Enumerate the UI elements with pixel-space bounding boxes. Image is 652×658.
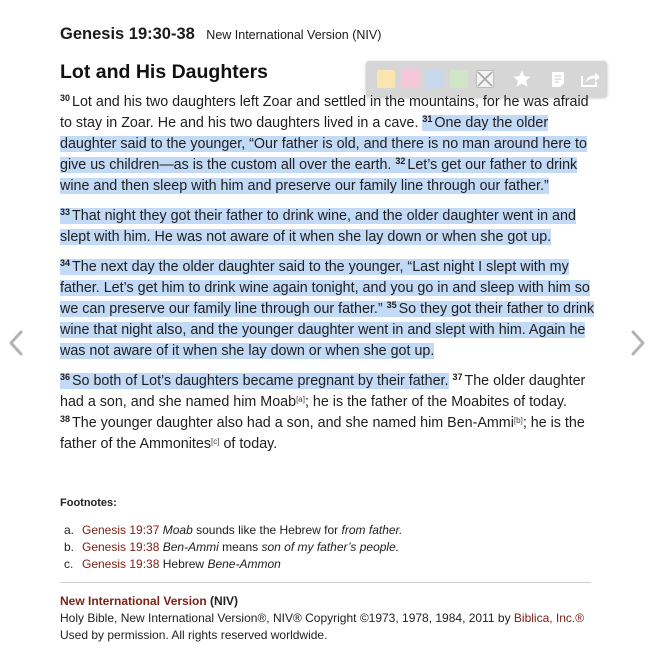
footnote-letter: a. [64, 523, 75, 537]
publisher-link[interactable]: Biblica, Inc.® [513, 611, 585, 625]
highlight-pink-swatch[interactable] [401, 70, 419, 88]
footnote-text: means [222, 540, 259, 554]
footnote-term: son of my father’s people. [261, 540, 400, 554]
footnote-marker[interactable]: [b] [513, 416, 523, 425]
verse-text[interactable]: The next day the older daughter said to the younger, “Last night I slept with my father. Let’s get him to drink wine again tonight, and you go in and sleep with him so we can preserve our family line through our father.” [60, 259, 590, 317]
highlight-yellow-swatch[interactable] [377, 70, 395, 88]
footnote-term: Bene-Ammon [207, 557, 281, 571]
footnote-marker[interactable]: [a] [296, 395, 305, 404]
verse-number: 33 [60, 207, 71, 217]
note-icon[interactable] [547, 68, 569, 90]
verse-text[interactable]: Let’s get our father to drink wine and then sleep with him and preserve our family line through our father.” [60, 157, 578, 194]
footnote-item [60, 539, 402, 556]
divider [60, 582, 591, 583]
footnote-reference-link[interactable]: Genesis 19:37 [82, 523, 160, 537]
verse-number: 31 [422, 114, 433, 124]
footnotes-title: Footnotes: [60, 497, 117, 509]
highlight-blue-swatch[interactable] [425, 70, 443, 88]
footnote-reference-link[interactable]: Genesis 19:38 [82, 540, 160, 554]
footnote-reference-link[interactable]: Genesis 19:38 [82, 557, 160, 571]
verse-number: 37 [452, 372, 463, 382]
footnote-item [60, 556, 402, 573]
verse-text[interactable]: That night they got their father to drink wine, and the older daughter went in and slept with him. He was not aware of it when she lay down or when she got up. [60, 208, 576, 245]
verse-text[interactable]: The older daughter had a son, and she named him Moab [60, 373, 586, 410]
verse-text[interactable]: ; he is the father of the Moabites of today. [304, 394, 567, 410]
verse-number: 38 [60, 414, 71, 424]
footnote-letter: b. [64, 540, 75, 554]
verse-text[interactable]: of today. [223, 436, 278, 452]
section-heading: Lot and His Daughters [60, 61, 269, 83]
verse-number: 35 [386, 300, 397, 310]
passage-reference: Genesis 19:30-38 [60, 25, 195, 43]
passage-text [60, 92, 595, 464]
paragraph [60, 371, 595, 455]
copyright-notice [60, 593, 595, 644]
paragraph [60, 92, 595, 197]
star-icon[interactable] [511, 68, 533, 90]
footnote-term: Moab [162, 523, 193, 537]
highlighted-selection[interactable] [60, 259, 594, 359]
verse-number: 30 [60, 93, 71, 103]
verse-text[interactable]: So they got their father to drink wine that night also, and the younger daughter went in and slept with him. Again he was not aware of it when she lay down or when she got up. [60, 301, 595, 359]
verse-text[interactable]: One day the older daughter said to the younger, “Our father is old, and there is no man around here to give us children—as is the custom all over the earth. [60, 115, 587, 173]
version-label[interactable]: New International Version (NIV) [206, 28, 382, 42]
verse-text[interactable]: So both of Lot’s daughters became pregnant by their father. [72, 373, 449, 389]
version-abbreviation: (NIV) [210, 594, 239, 608]
footnotes-list [60, 522, 402, 573]
footnote-item [60, 522, 402, 539]
verse-number: 32 [395, 156, 406, 166]
share-icon[interactable] [579, 68, 601, 90]
clear-highlight-icon[interactable] [474, 68, 496, 90]
version-name-link[interactable]: New International Version [60, 594, 207, 608]
verse-text[interactable]: ; he is the father of the Ammonites [60, 415, 585, 452]
footnote-text: Hebrew [162, 557, 205, 571]
next-chapter-arrow-icon[interactable] [628, 328, 648, 358]
footnote-text: sounds like the Hebrew for [196, 523, 339, 537]
previous-chapter-arrow-icon[interactable] [6, 328, 26, 358]
highlighted-selection[interactable] [60, 373, 449, 389]
verse-number: 36 [60, 372, 71, 382]
passage-reference-header [60, 25, 381, 44]
highlight-green-swatch[interactable] [450, 70, 468, 88]
footnote-letter: c. [64, 557, 74, 571]
footnote-term: Ben-Ammi [162, 540, 219, 554]
highlighted-selection[interactable] [60, 208, 576, 245]
paragraph [60, 206, 595, 248]
footnote-marker[interactable]: [c] [211, 437, 220, 446]
verse-text[interactable]: Lot and his two daughters left Zoar and settled in the mountains, for he was afraid to stay in Zoar. He and his two daughters lived in a cave. [60, 94, 589, 131]
copyright-text: Holy Bible, New International Version®, NIV® Copyright ©1973, 1978, 1984, 2011 by [60, 611, 511, 625]
copyright-text: Used by permission. All rights reserved worldwide. [60, 628, 328, 642]
paragraph [60, 257, 595, 362]
footnote-term: from father. [341, 523, 403, 537]
verse-number: 34 [60, 258, 71, 268]
verse-text[interactable]: The younger daughter also had a son, and she named him Ben-Ammi [72, 415, 514, 431]
